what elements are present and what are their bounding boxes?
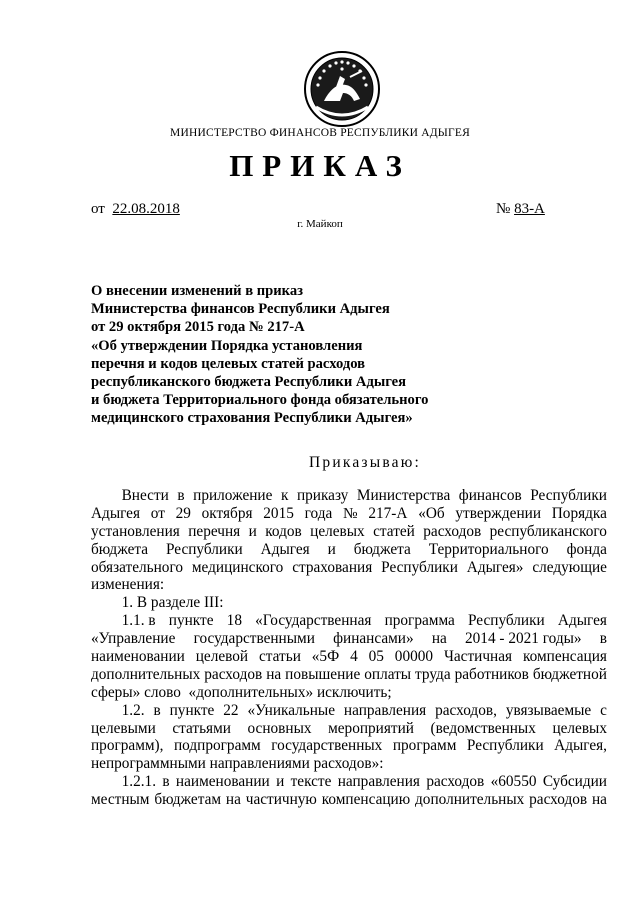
body-word: в	[177, 487, 185, 504]
body-line	[91, 576, 607, 594]
subject-line: медицинского страхования Республики Адыгея»	[91, 410, 413, 427]
document-subject	[91, 282, 428, 428]
body-word: обязательного	[91, 558, 183, 576]
subject-line: Министерства финансов Республики Адыгея	[91, 301, 390, 318]
body-word: увязываемые	[505, 701, 592, 719]
body-word: 2014 - 2021 годы»	[465, 630, 582, 648]
body-word: установления	[91, 522, 180, 540]
body-word: года	[304, 504, 333, 522]
body-word: труда	[415, 665, 451, 683]
body-line	[91, 505, 607, 523]
body-line	[91, 666, 607, 684]
body-word: бюджетной	[532, 665, 607, 683]
body-word: Внести	[91, 487, 169, 504]
body-word: Порядка	[551, 504, 607, 522]
subject-line: республиканского бюджета Республики Адыгея	[91, 374, 407, 391]
body-word: на	[591, 791, 607, 809]
body-line	[91, 755, 607, 773]
body-line	[91, 737, 607, 755]
body-word: расходов	[426, 773, 485, 791]
body-word: к	[280, 487, 289, 504]
body-word: «60550	[490, 773, 537, 791]
body-word: Адыгея»	[466, 558, 524, 576]
body-word: 4	[350, 648, 358, 666]
document-date: 22.08.2018	[112, 201, 180, 217]
body-line	[91, 630, 607, 648]
body-word: 1.1. в	[91, 612, 156, 630]
body-word: расходов,	[435, 701, 497, 719]
body-word: Адыгея	[260, 540, 310, 558]
body-word: Министерства	[356, 487, 451, 504]
body-word: Адыгея	[557, 612, 607, 630]
body-word: финансами»	[333, 630, 414, 648]
body-word: Адыгея,	[554, 737, 607, 755]
body-word: в	[162, 773, 170, 791]
body-line	[91, 523, 607, 541]
body-word: бюджета	[353, 540, 411, 558]
body-word: «Уникальные	[247, 701, 335, 719]
body-word: дополнительных	[91, 665, 201, 683]
body-word: в	[153, 701, 161, 719]
body-word: (ведомственных	[430, 719, 536, 737]
body-word: статьи	[258, 648, 301, 666]
body-word: наименовании	[91, 648, 185, 666]
body-line	[91, 541, 607, 559]
body-word: кодов	[265, 522, 302, 540]
subject-line: перечня и кодов целевых статей расходов	[91, 355, 366, 372]
body-word: Республики	[468, 612, 545, 630]
body-word: Республики	[381, 558, 458, 576]
document-city: г. Майкоп	[297, 218, 343, 230]
body-line	[91, 791, 607, 809]
body-word: финансов	[458, 487, 522, 504]
body-line	[91, 594, 607, 612]
body-word: с	[600, 701, 607, 719]
body-word: Республики	[466, 737, 544, 755]
document-date-line	[91, 201, 180, 218]
coat-of-arms-emblem	[302, 49, 382, 129]
body-line	[91, 648, 607, 666]
ministry-name: МИНИСТЕРСТВО ФИНАНСОВ РЕСПУБЛИКИ АДЫГЕЯ	[170, 127, 470, 139]
body-word: программ),	[91, 737, 164, 755]
body-word: 1.2.1.	[91, 773, 157, 791]
body-word: на	[431, 630, 447, 648]
body-word: Адыгея	[91, 504, 141, 522]
number-prefix: №	[496, 201, 511, 217]
body-word: пункте	[168, 612, 214, 630]
body-word: 1.2.	[91, 701, 145, 719]
body-word: 18	[226, 612, 242, 630]
body-word: Территориального	[428, 540, 549, 558]
body-word: «Управление	[91, 630, 176, 648]
body-word: 1. В разделе III:	[91, 594, 224, 612]
body-word: 29	[175, 504, 191, 522]
body-word: на	[225, 791, 241, 809]
body-word: тексте	[290, 773, 332, 791]
body-line	[91, 702, 607, 720]
subject-line: от 29 октября 2015 года № 217-А	[91, 319, 305, 336]
body-word: статей	[373, 522, 415, 540]
body-word: перечня	[188, 522, 241, 540]
document-number-line	[496, 201, 545, 218]
body-line	[91, 773, 607, 791]
body-word: расходов	[204, 665, 263, 683]
body-line	[91, 559, 607, 577]
body-word: дополнительных	[415, 791, 525, 809]
body-word: на	[266, 665, 282, 683]
body-word: 217-А	[368, 504, 408, 522]
body-word: фонда	[566, 540, 607, 558]
body-word: сферы» слово «дополнительных» исключить;	[91, 683, 392, 701]
body-word: страхования	[292, 558, 373, 576]
date-prefix: от	[91, 201, 105, 217]
body-word: бюджета	[91, 540, 149, 558]
body-word: целевыми	[91, 719, 156, 737]
body-line	[91, 684, 607, 702]
body-word: изменения:	[91, 576, 165, 594]
body-word: 05	[368, 648, 384, 666]
body-word: утверждении	[455, 504, 542, 522]
body-word: Частичная	[443, 648, 513, 666]
body-word: государственными	[193, 630, 315, 648]
body-line	[91, 720, 607, 738]
body-word: местным	[91, 791, 150, 809]
body-word: основных	[247, 719, 312, 737]
subject-line: «Об утверждении Порядка установления	[91, 337, 363, 354]
subject-line: и бюджета Территориального фонда обязательного	[91, 392, 429, 409]
body-word: №	[343, 504, 358, 522]
body-word: непрограммными направлениями расходов»:	[91, 755, 384, 773]
body-word: приложение	[193, 487, 273, 504]
body-word: статьями	[172, 719, 231, 737]
body-word: компенсация	[522, 648, 607, 666]
body-word: бюджетам	[154, 791, 222, 809]
body-word: государственных	[271, 737, 383, 755]
subject-line: О внесении изменений в приказ	[91, 283, 304, 299]
body-word: медицинского	[191, 558, 284, 576]
body-word: программ	[392, 737, 457, 755]
body-word: подпрограмм	[173, 737, 261, 755]
body-word: приказу	[296, 487, 349, 504]
body-word: наименовании	[175, 773, 270, 791]
body-word: работников	[454, 665, 529, 683]
body-word: Республики	[165, 540, 243, 558]
body-word: частичную	[245, 791, 317, 809]
body-word: Республики	[530, 487, 607, 504]
body-word: и	[248, 522, 257, 540]
body-line	[91, 612, 607, 630]
body-word: и	[327, 540, 336, 558]
body-word: в	[599, 630, 607, 648]
document-number: 83-А	[514, 201, 545, 217]
body-word: и	[276, 773, 285, 791]
body-line	[91, 487, 607, 505]
document-type-title: ПРИКАЗ	[229, 148, 411, 183]
body-word: «Государственная	[255, 612, 372, 630]
body-word: пункте	[169, 701, 215, 719]
body-word: компенсацию	[321, 791, 411, 809]
body-word: «5Ф	[311, 648, 340, 666]
body-word: целевой	[195, 648, 249, 666]
body-word: 2015	[263, 504, 294, 522]
body-word: октября	[201, 504, 253, 522]
body-word: повышение	[285, 665, 361, 683]
body-word: 22	[223, 701, 239, 719]
body-word: следующие	[532, 558, 607, 576]
body-word: направления	[337, 773, 420, 791]
body-word: расходов	[529, 791, 588, 809]
body-word: расходов	[423, 522, 482, 540]
body-word: целевых	[552, 719, 607, 737]
body-word: «Об	[418, 504, 445, 522]
body-word: мероприятий	[328, 719, 414, 737]
body-word: программа	[384, 612, 455, 630]
body-word: направления	[343, 701, 427, 719]
body-word: 00000	[394, 648, 434, 666]
body-word: Субсидии	[542, 773, 607, 791]
decree-word: Приказываю:	[308, 454, 422, 471]
document-body	[91, 487, 607, 809]
body-word: оплаты	[364, 665, 412, 683]
body-word: от	[150, 504, 165, 522]
body-word: целевых	[310, 522, 365, 540]
body-word: республиканского	[489, 522, 607, 540]
